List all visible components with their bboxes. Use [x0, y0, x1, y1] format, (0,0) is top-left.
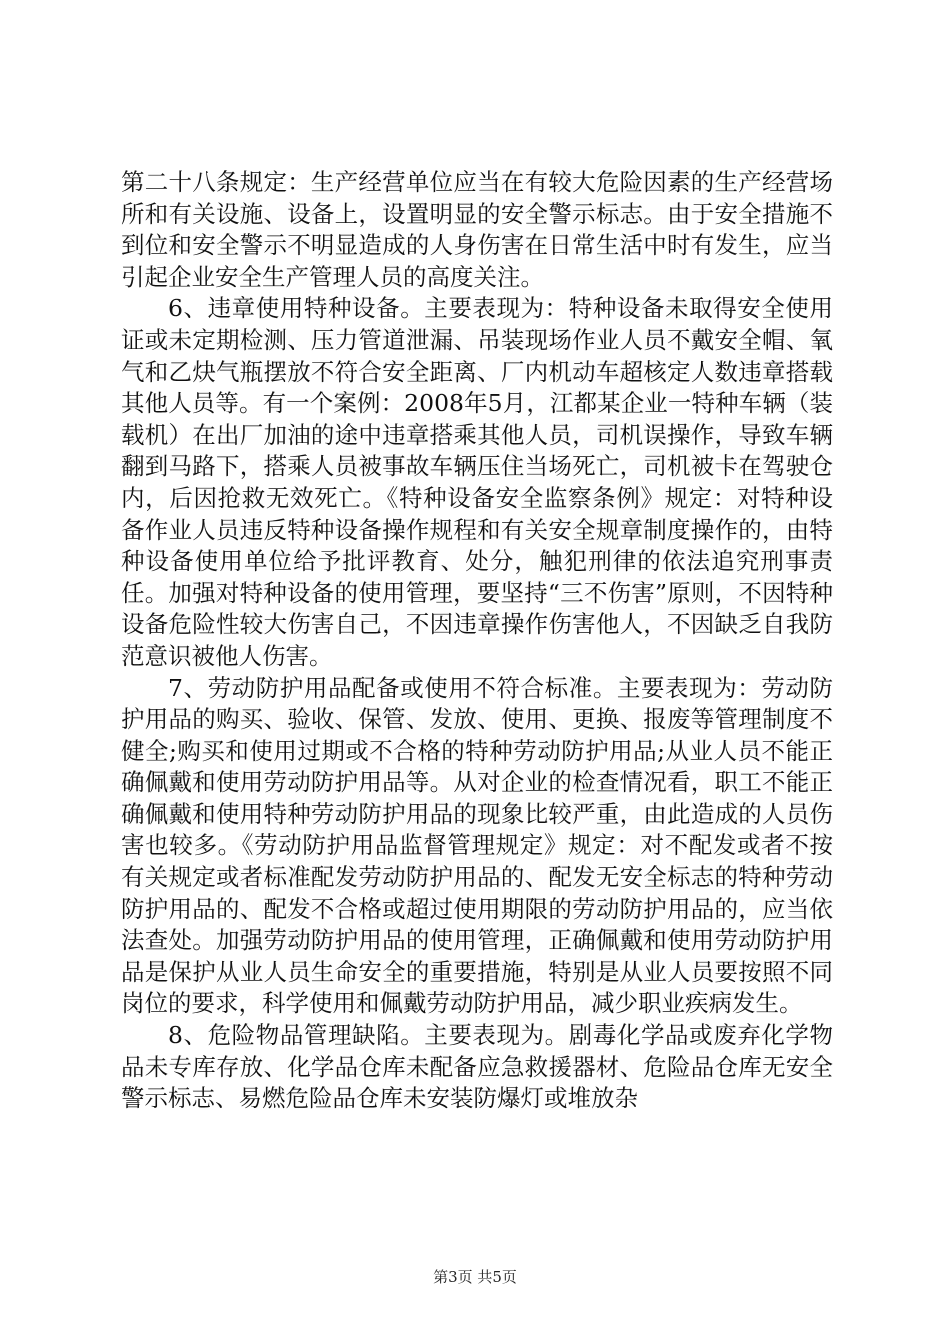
document-body — [121, 167, 833, 1115]
page-footer-number: 第3页 共5页 — [433, 1268, 517, 1286]
paragraph-item-7-protective-equipment: 7、劳动防护用品配备或使用不符合标准。主要表现为：劳动防护用品的购买、验收、保管、发放、使用、更换、报废等管理制度不健全;购买和使用过期或不合格的特种劳动防护用品;从业人员不能正确佩戴和使用劳动防护用品等。从对企业的检查情况看，职工不能正确佩戴和使用特种劳动防护用品的现象比较严重，由此造成的人员伤害也较多。《劳动防护用品监督管理规定》规定：对不配发或者不按有关规定或者标准配发劳动防护用品的、配发无安全标志的特种劳动防护用品的、配发不合格或超过使用期限的劳动防护用品的，应当依法查处。加强劳动防护用品的使用管理，正确佩戴和使用劳动防护用品是保护从业人员生命安全的重要措施，特别是从业人员要按照不同岗位的要求，科学使用和佩戴劳动防护用品，减少职业疾病发生。 — [121, 673, 833, 1018]
paragraph-item-6-special-equipment: 6、违章使用特种设备。主要表现为：特种设备未取得安全使用证或未定期检测、压力管道泄漏、吊装现场作业人员不戴安全帽、氧气和乙炔气瓶摆放不符合安全距离、厂内机动车超核定人数违章搭载其他人员等。有一个案例：2008年5月，江都某企业一特种车辆（装载机）在出厂加油的途中违章搭乘其他人员，司机误操作，导致车辆翻到马路下，搭乘人员被事故车辆压住当场死亡，司机被卡在驾驶仓内，后因抢救无效死亡。《特种设备安全监察条例》规定：对特种设备作业人员违反特种设备操作规程和有关安全规章制度操作的，由特种设备使用单位给予批评教育、处分，触犯刑律的依法追究刑事责任。加强对特种设备的使用管理，要坚持“三不伤害”原则，不因特种设备危险性较大伤害自己，不因违章操作伤害他人，不因缺乏自我防范意识被他人伤害。 — [121, 294, 833, 670]
paragraph-article-28-continuation: 第二十八条规定：生产经营单位应当在有较大危险因素的生产经营场所和有关设施、设备上，设置明显的安全警示标志。由于安全措施不到位和安全警示不明显造成的人身伤害在日常生活中时有发生，应当引起企业安全生产管理人员的高度关注。 — [121, 168, 833, 291]
paragraph-item-8-hazardous-materials: 8、危险物品管理缺陷。主要表现为。剧毒化学品或废弃化学物品未专库存放、化学品仓库未配备应急救援器材、危险品仓库无安全警示标志、易燃危险品仓库未安装防爆灯或堆放杂 — [121, 1021, 833, 1113]
